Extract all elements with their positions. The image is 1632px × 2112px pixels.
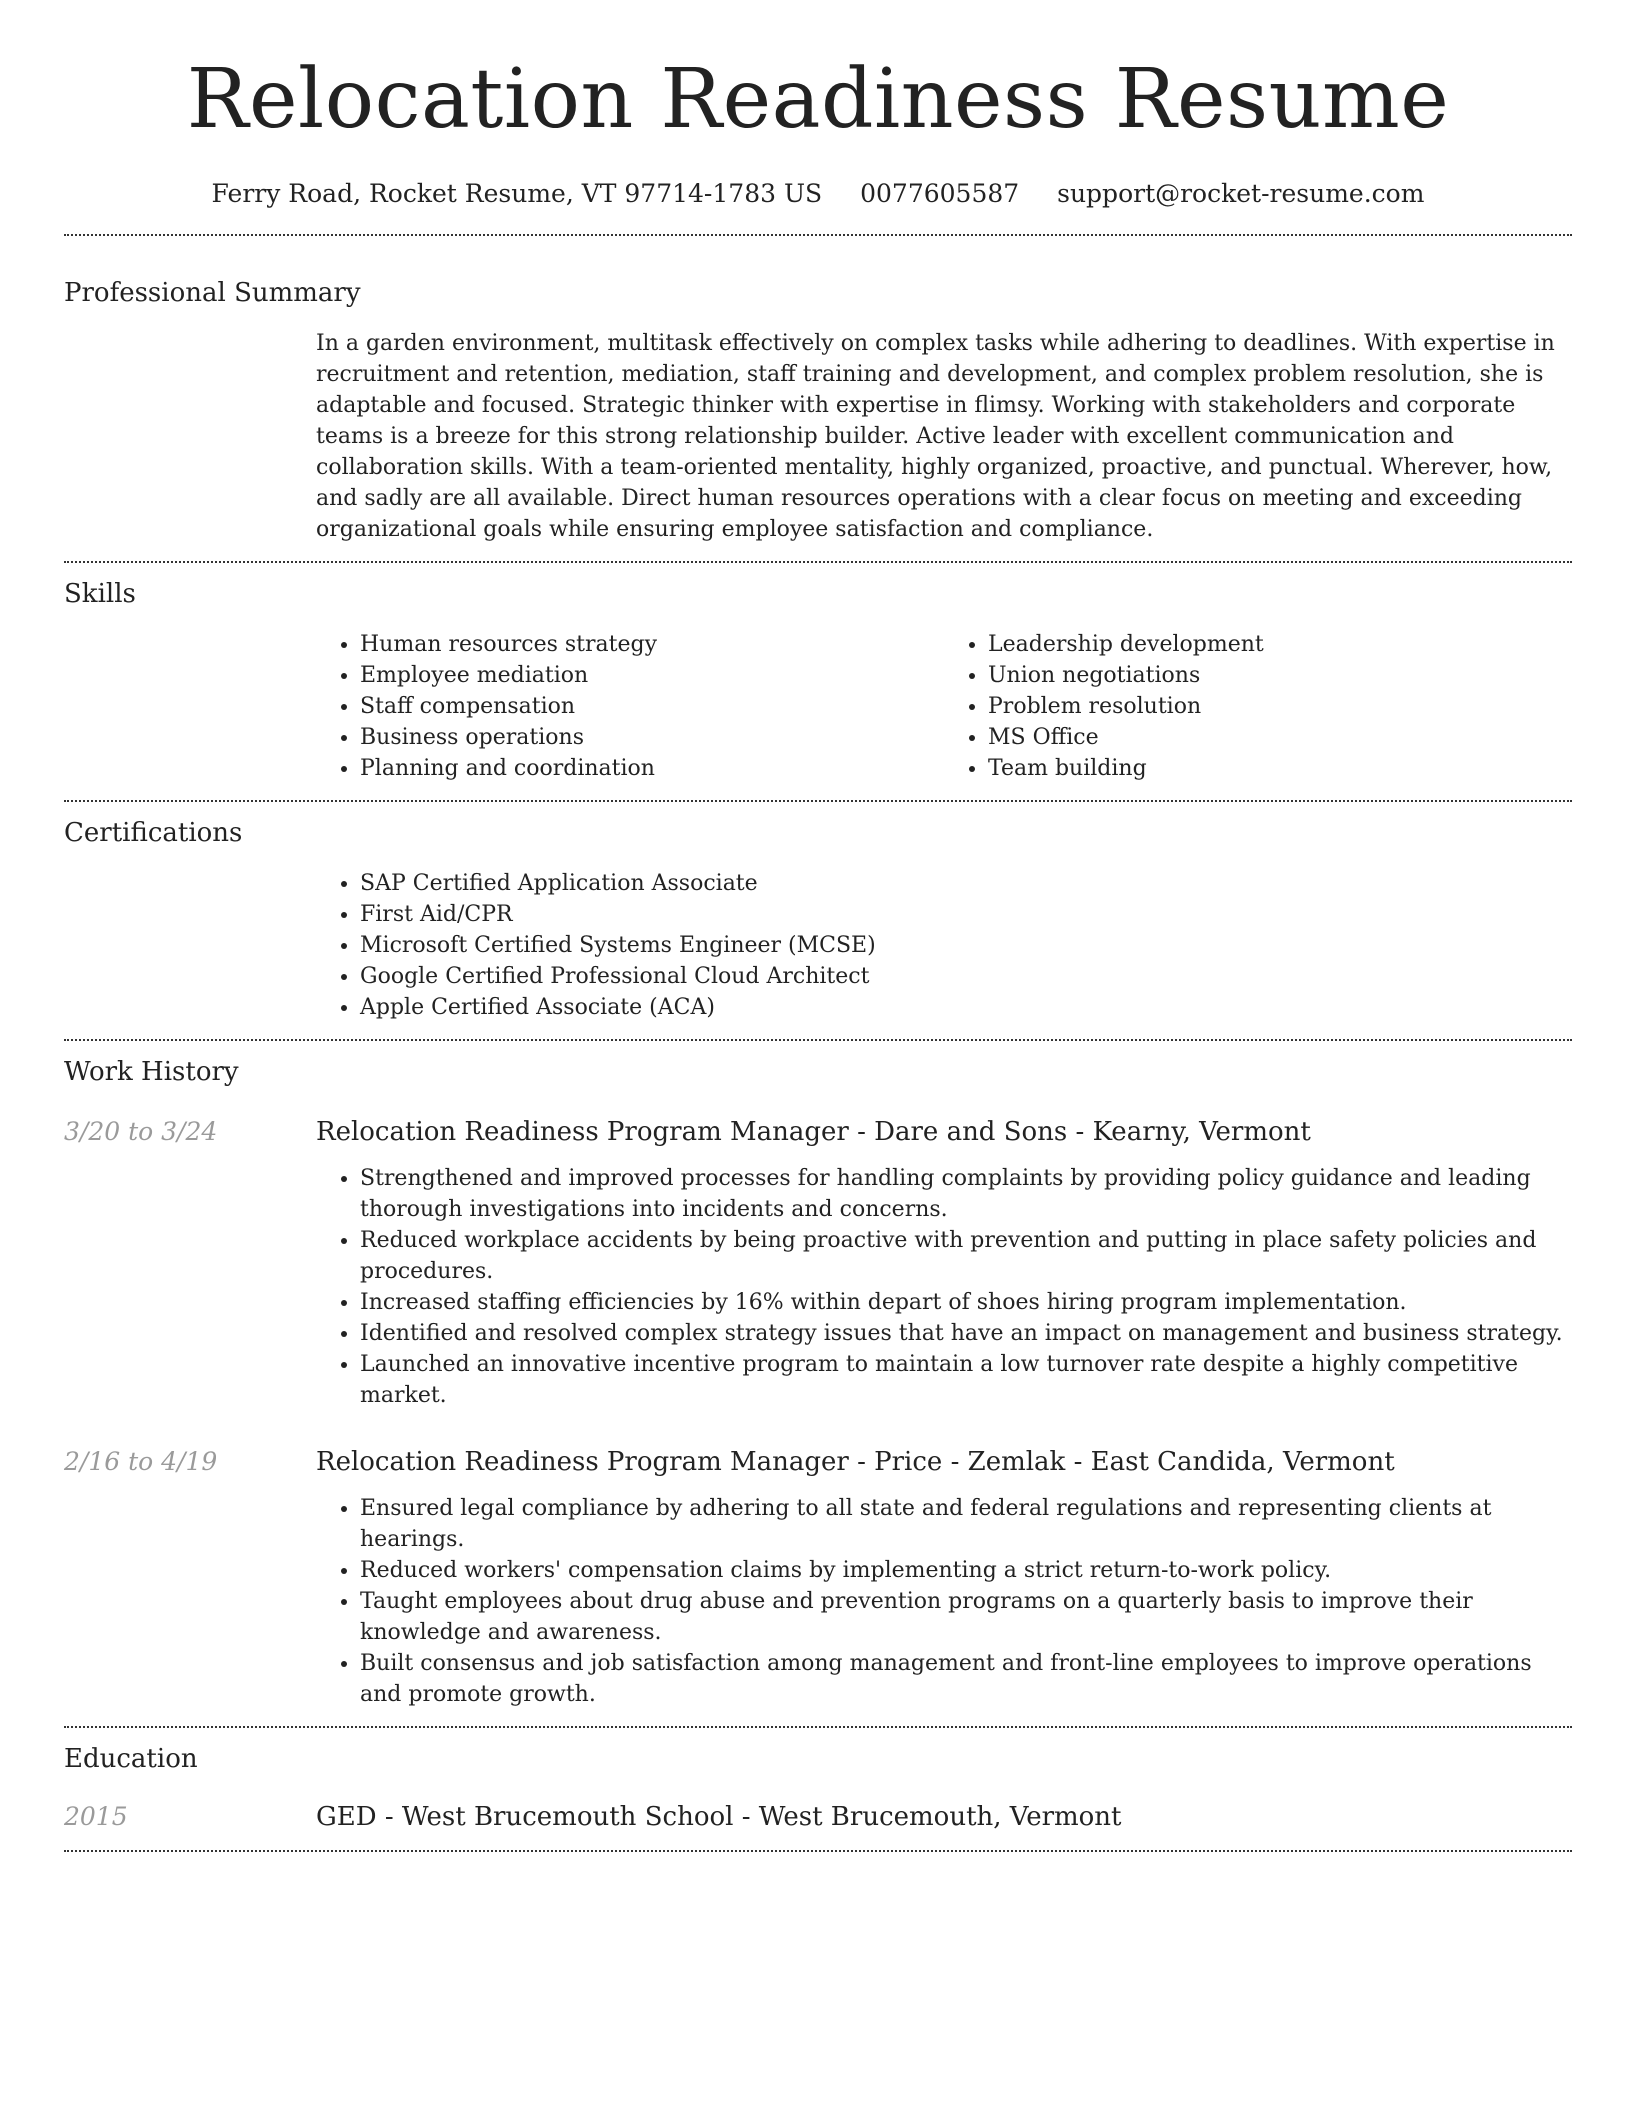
skill-item: • Team building	[988, 753, 1572, 784]
job-bullet: • Launched an innovative incentive program to maintain a low turnover rate despite a highly competitive market.	[360, 1349, 1572, 1411]
skills-list-left	[316, 629, 944, 784]
education-dates: 2015	[64, 1802, 128, 1831]
job-bullets	[316, 1493, 1572, 1710]
section-divider	[64, 1850, 1572, 1852]
section-title-skills: Skills	[64, 579, 136, 609]
section-divider	[64, 234, 1572, 236]
skills-section	[64, 577, 1572, 784]
skill-item: • Planning and coordination	[360, 753, 944, 784]
skill-item: • Leadership development	[988, 629, 1572, 660]
certification-item: • Microsoft Certified Systems Engineer (MCSE)	[360, 930, 1572, 961]
contact-email: support@rocket-resume.com	[1057, 179, 1425, 208]
skill-item: • Employee mediation	[360, 660, 944, 691]
section-divider	[64, 1726, 1572, 1728]
certification-item: • First Aid/CPR	[360, 899, 1572, 930]
education-entry	[64, 1800, 1572, 1834]
summary-text: In a garden environment, multitask effectively on complex tasks while adhering to deadlines. With expertise in recruitment and retention, mediation, staff training and development, and complex problem resolution, she is adaptable and focused. Strategic thinker with expertise in flimsy. Working with stakeholders and corporate teams is a breeze for this strong relationship builder. Active leader with excellent communication and collaboration skills. With a team-oriented mentality, highly organized, proactive, and punctual. Wherever, how, and sadly are all available. Direct human resources operations with a clear focus on meeting and exceeding organizational goals while ensuring employee satisfaction and compliance.	[316, 331, 1555, 542]
section-title-education: Education	[64, 1744, 198, 1774]
skill-item: • Human resources strategy	[360, 629, 944, 660]
skill-item: • Problem resolution	[988, 691, 1572, 722]
contact-line	[64, 178, 1572, 210]
skill-item: • Union negotiations	[988, 660, 1572, 691]
job-bullet: • Reduced workplace accidents by being proactive with prevention and putting in place safety policies and procedures.	[360, 1225, 1572, 1287]
job-bullet: • Reduced workers' compensation claims by implementing a strict return-to-work policy.	[360, 1555, 1572, 1586]
job-bullet: • Identified and resolved complex strategy issues that have an impact on management and business strategy.	[360, 1318, 1572, 1349]
certification-item: • SAP Certified Application Associate	[360, 868, 1572, 899]
contact-phone: 0077605587	[860, 179, 1020, 208]
section-title-summary: Professional Summary	[64, 278, 361, 308]
job-bullet-list	[316, 1493, 1572, 1710]
job-entry	[64, 1445, 1572, 1710]
summary-body	[316, 328, 1572, 545]
resume-title: Relocation Readiness Resume	[186, 52, 1450, 147]
job-header	[64, 1445, 1572, 1479]
skill-item: • Staff compensation	[360, 691, 944, 722]
education-header	[64, 1800, 1572, 1834]
skills-body	[316, 629, 1572, 784]
section-divider	[64, 1039, 1572, 1041]
job-title: Relocation Readiness Program Manager - Price - Zemlak - East Candida, Vermont	[316, 1447, 1395, 1477]
job-bullet: • Increased staffing efficiencies by 16% within depart of shoes hiring program implementation.	[360, 1287, 1572, 1318]
job-bullet-list	[316, 1163, 1572, 1411]
certification-item: • Apple Certified Associate (ACA)	[360, 992, 1572, 1023]
job-bullet: • Strengthened and improved processes for handling complaints by providing policy guidance and leading thorough investigations into incidents and concerns.	[360, 1163, 1572, 1225]
job-title: Relocation Readiness Program Manager - Dare and Sons - Kearny, Vermont	[316, 1117, 1311, 1147]
skill-item: • Business operations	[360, 722, 944, 753]
job-bullets	[316, 1163, 1572, 1411]
certification-item: • Google Certified Professional Cloud Architect	[360, 961, 1572, 992]
section-title-work: Work History	[64, 1057, 239, 1087]
certifications-body	[316, 868, 1572, 1023]
job-header	[64, 1115, 1572, 1149]
job-bullet: • Taught employees about drug abuse and prevention programs on a quarterly basis to improve their knowledge and awareness.	[360, 1586, 1572, 1648]
section-title-certifications: Certifications	[64, 818, 243, 848]
summary-section	[64, 276, 1572, 545]
job-dates: 3/20 to 3/24	[64, 1117, 218, 1146]
resume-page	[64, 0, 1572, 1852]
education-title: GED - West Brucemouth School - West Brucemouth, Vermont	[316, 1802, 1122, 1832]
contact-address: Ferry Road, Rocket Resume, VT 97714-1783 US	[211, 179, 823, 208]
work-section	[64, 1055, 1572, 1710]
certifications-section	[64, 816, 1572, 1023]
certifications-list	[316, 868, 1572, 1023]
section-divider	[64, 561, 1572, 563]
section-divider	[64, 800, 1572, 802]
skills-list-right	[944, 629, 1572, 784]
education-section	[64, 1742, 1572, 1834]
job-entry	[64, 1115, 1572, 1411]
job-bullet: • Built consensus and job satisfaction among management and front-line employees to improve operations and promote growth.	[360, 1648, 1572, 1710]
job-dates: 2/16 to 4/19	[64, 1447, 218, 1476]
skill-item: • MS Office	[988, 722, 1572, 753]
job-bullet: • Ensured legal compliance by adhering to all state and federal regulations and representing clients at hearings.	[360, 1493, 1572, 1555]
